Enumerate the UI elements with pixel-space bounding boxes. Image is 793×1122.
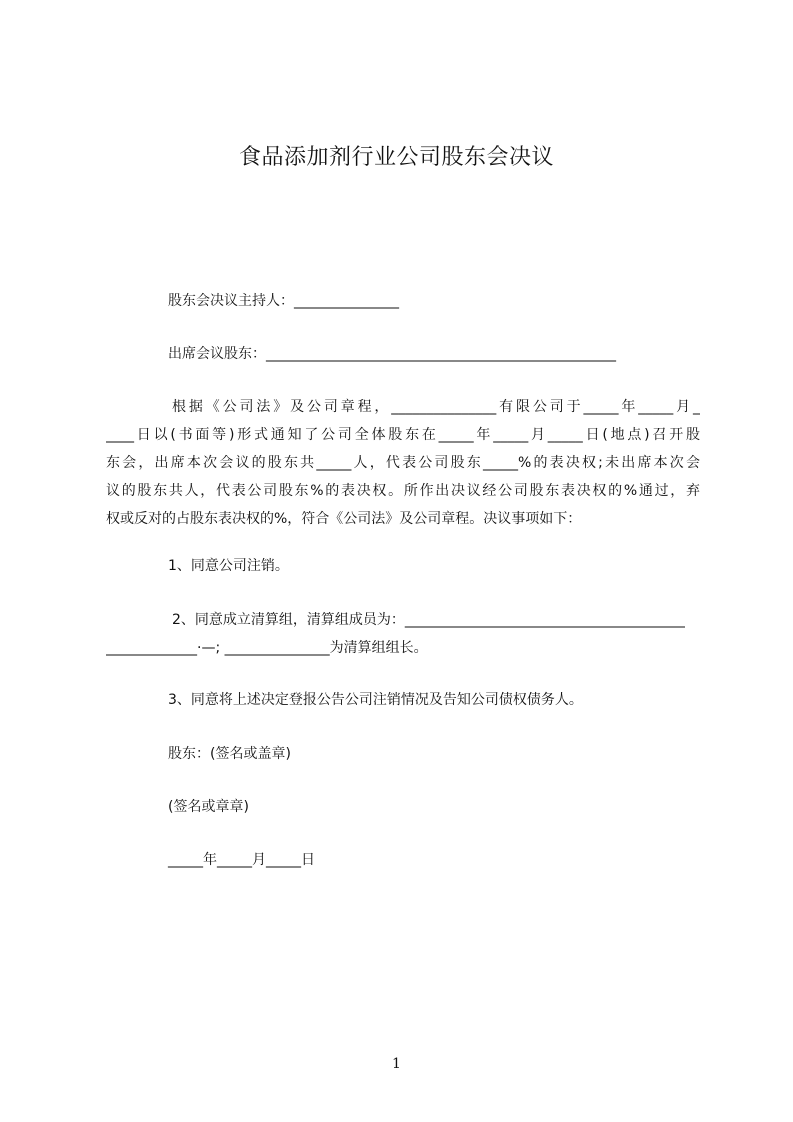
resolution-item-3: 3、同意将上述决定登报公告公司注销情况及告知公司债权债务人。	[168, 692, 583, 708]
basis-line-2: ____日以(书面等)形式通知了公司全体股东在_____年_____月_____日(地点)召开股	[106, 427, 700, 443]
item-2-line-2: _____________·—; _______________为清算组组长。	[106, 640, 428, 656]
shareholder-signature-label: 股东：(签名或盖章)	[168, 746, 291, 762]
resolution-basis-paragraph	[106, 393, 700, 533]
page-number: 1	[392, 1056, 401, 1072]
resolution-item-1: 1、同意公司注销。	[168, 558, 289, 574]
attendees-line: 出席会议股东：__________________________________________________	[168, 346, 616, 362]
item-2-line-1: 2、同意成立清算组，清算组成员为：________________________________________	[172, 612, 685, 628]
resolution-item-2	[106, 606, 700, 662]
host-line: 股东会决议主持人：_______________	[168, 293, 399, 309]
basis-line-5: 权或反对的占股东表决权的%，符合《公司法》及公司章程。决议事项如下：	[106, 511, 582, 527]
basis-line-1: 根据《公司法》及公司章程，_______________有限公司于_____年_____月_	[172, 399, 700, 415]
sign-or-seal-label: (签名或章章)	[168, 799, 249, 815]
basis-line-3: 东会，出席本次会议的股东共_____人，代表公司股东_____%的表决权;未出席本次会	[106, 455, 700, 471]
document-title: 食品添加剂行业公司股东会决议	[238, 145, 554, 170]
signature-date: _____年_____月_____日	[168, 852, 315, 868]
basis-line-4: 议的股东共人，代表公司股东%的表决权。所作出决议经公司股东表决权的%通过，弃	[106, 483, 700, 499]
